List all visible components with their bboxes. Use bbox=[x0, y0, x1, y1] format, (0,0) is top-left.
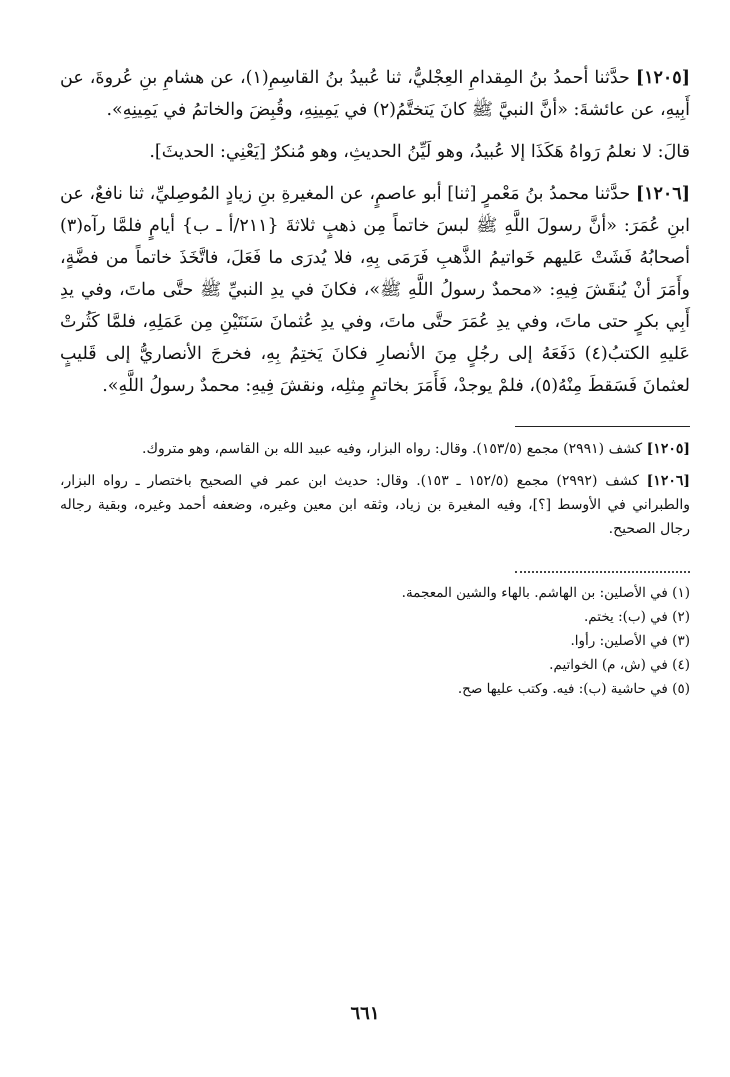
takhrij-text: كشف (٢٩٩٢) مجمع (١٥٢/٥ ـ ١٥٣). وقال: حديث ابن عمر في الصحيح باختصار ـ رواه البزار، والطبراني في الأوسط [؟]، وفيه المغيرة بن زياد، وثقه ابن معين وغيره، وضعفه أحمد وغيره، وبقية رجاله رجال الصحيح. bbox=[60, 473, 690, 537]
takhrij-text: كشف (٢٩٩١) مجمع (١٥٣/٥). وقال: رواه البزار، وفيه عبيد الله بن القاسم، وهو متروك. bbox=[142, 441, 643, 457]
hadith-text: حدَّثنا محمدُ بنُ مَعْمرٍ [ثنا] أبو عاصمٍ، عن المغيرةِ بنِ زيادٍ المُوصِليِّ، ثنا نافعٌ، عن ابنِ عُمَرَ: «أنَّ رسولَ اللَّهِ ﷺ لبسَ خاتماً مِن ذهبٍ ثلاثةَ {٢١١/أ ـ ب} أيامٍ فلمَّا رآه(٣) أصحابُهُ فَشَتْ عَليهم خَواتيمُ الذَّهبِ فَرَمَى بِهِ، فلا يُدرَى ما فَعَلَ، فاتَّخَذَ خاتماً من فضَّةٍ، وأَمَرَ أنْ يُنقَشَ فِيهِ: «محمدٌ رسولُ اللَّهِ ﷺ»، فكانَ في يدِ النبيِّ ﷺ حتَّى ماتَ، وفي يدِ أَبِي بكرٍ حتى ماتَ، وفي يدِ عُمَرَ حتَّى ماتَ، وفي يدِ عُثمانَ سَنَتَيْنِ مِن عَمَلِهِ، فلمَّا كَثُرتْ عَليهِ الكتبُ(٤) دَفَعَهُ إلى رجُلٍ مِنَ الأنصارِ فكانَ يَختِمُ بِهِ، فخرجَ الأنصاريُّ إلى قَليبٍ لعثمانَ فَسَقطَ مِنْهُ(٥)، فلمْ يوجدْ، فَأَمَرَ بخاتمٍ مِثلِه، ونقشَ فِيهِ: محمدٌ رسولُ اللَّهِ». bbox=[60, 184, 690, 396]
takhrij-1205 bbox=[60, 437, 690, 461]
hadith-1205 bbox=[60, 62, 690, 126]
hadith-number: [١٢٠٥] bbox=[635, 68, 690, 88]
hadith-number: [١٢٠٦] bbox=[635, 184, 690, 204]
hadith-1206 bbox=[60, 178, 690, 402]
takhrij-1206 bbox=[60, 469, 690, 541]
takhrij-divider bbox=[515, 426, 690, 427]
commentary-1205 bbox=[60, 136, 690, 168]
footnote: (١) في الأصلين: بن الهاشم. بالهاء والشين المعجمة. bbox=[401, 585, 690, 601]
footnote-divider bbox=[515, 571, 690, 573]
page-number: ٦٦١ bbox=[350, 1003, 380, 1024]
takhrij-number: [١٢٠٥] bbox=[646, 441, 690, 457]
takhrij-number: [١٢٠٦] bbox=[646, 473, 690, 489]
hadith-text: حدَّثنا أحمدُ بنُ المِقدامِ العِجْليُّ، ثنا عُبيدُ بنُ القاسِمِ(١)، عن هشامِ بنِ عُروةَ، عن أَبِيهِ، عن عائشةَ: «أنَّ النبيَّ ﷺ كانَ يَتختَّمُ(٢) في يَمِينِهِ، وقُبِضَ والخاتمُ في يَمِينِهِ». bbox=[60, 68, 690, 120]
footnote: (٢) في (ب): يختم. bbox=[583, 609, 690, 625]
commentary-text: قالَ: لا نعلمُ رَواهُ هَكَذَا إلا عُبيدُ، وهو لَيِّنُ الحديثِ، وهو مُنكرٌ [يَعْنِي: الحديثَ]. bbox=[149, 142, 690, 162]
footnote: (٣) في الأصلين: رأوا. bbox=[570, 633, 690, 649]
footnote: (٥) في حاشية (ب): فيه. وكتب عليها صح. bbox=[457, 681, 690, 697]
footnote: (٤) في (ش، م) الخواتيم. bbox=[549, 657, 690, 673]
page-body bbox=[60, 62, 690, 701]
